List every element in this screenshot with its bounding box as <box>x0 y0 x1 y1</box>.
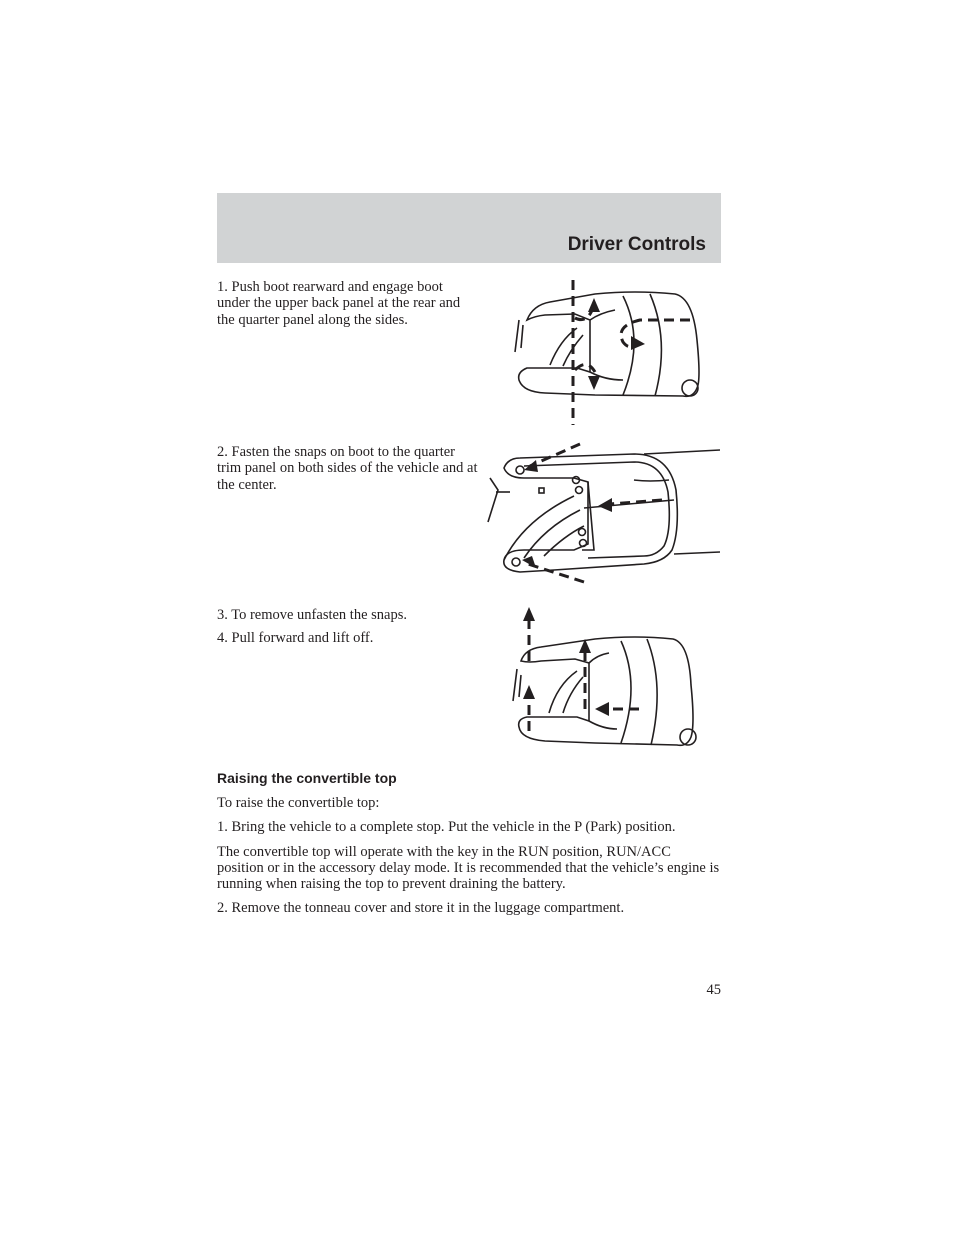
section-heading: Raising the convertible top <box>217 770 397 786</box>
page-number: 45 <box>706 982 721 998</box>
section-body <box>217 795 721 925</box>
header-band <box>217 193 721 263</box>
paragraph: To raise the convertible top: <box>217 795 380 811</box>
step-3: 3. To remove unfasten the snaps. <box>217 607 407 623</box>
step-1-text <box>217 279 479 335</box>
step-4: 4. Pull forward and lift off. <box>217 630 374 647</box>
paragraph: 1. Bring the vehicle to a complete stop. Put the vehicle in the P (Park) position. <box>217 819 676 836</box>
step-2: 2. Fasten the snaps on boot to the quarter trim panel on both sides of the vehicle and at the center. <box>217 444 478 493</box>
boot-install-illustration <box>505 280 710 425</box>
snap-fasten-illustration <box>484 440 720 590</box>
step-1: 1. Push boot rearward and engage boot under the upper back panel at the rear and the quarter panel along the sides. <box>217 279 461 328</box>
step-2-text <box>217 444 479 500</box>
paragraph: The convertible top will operate with the key in the RUN position, RUN/ACC position or in the accessory delay mode. It is recommended that the vehicle’s engine is running when raising the top to prevent draining the battery. <box>217 843 720 893</box>
paragraph: 2. Remove the tonneau cover and store it in the luggage compartment. <box>217 900 625 917</box>
boot-removal-illustration <box>505 605 710 753</box>
step-3-4-text <box>217 607 479 654</box>
page-title: Driver Controls <box>567 234 706 255</box>
